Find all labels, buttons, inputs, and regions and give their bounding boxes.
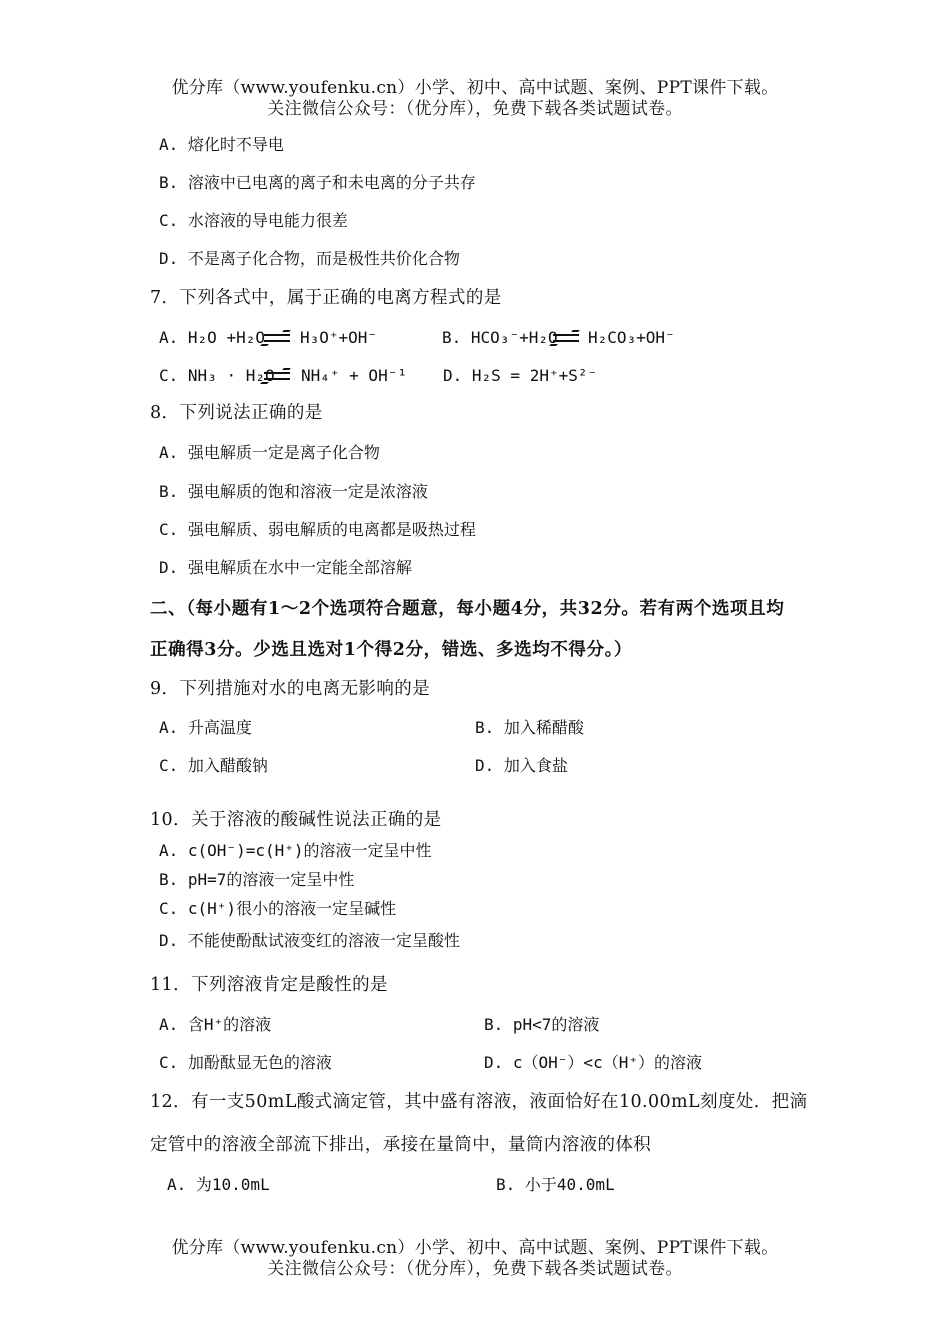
q9-option-b: B. 加入稀醋酸	[475, 718, 584, 737]
q7-option-d: D. H₂S = 2H⁺+S²⁻	[443, 366, 598, 385]
q7-stem: 7．下列各式中，属于正确的电离方程式的是	[150, 288, 502, 308]
q6-option-b: B. 溶液中已电离的离子和未电离的分子共存	[159, 173, 476, 192]
q8-option-c: C. 强电解质、弱电解质的电离都是吸热过程	[159, 520, 476, 539]
q11-stem: 11．下列溶液肯定是酸性的是	[150, 975, 388, 995]
q7-c-products: NH₄⁺ + OH⁻¹	[301, 366, 407, 385]
q6-option-c: C. 水溶液的导电能力很差	[159, 211, 348, 230]
q7-a-reactants: H₂O +H₂O	[187, 328, 265, 347]
q7-a-products: H₃O⁺+OH⁻	[300, 328, 378, 347]
q7-option-c-label: C.	[159, 366, 188, 385]
section-2-instructions: 正确得3分。少选且选对1个得2分，错选、多选均不得分。）	[150, 640, 633, 660]
q10-option-c: C. c(H⁺)很小的溶液一定呈碱性	[159, 899, 397, 918]
q7-c-reactants: NH₃ · H₂O	[187, 366, 275, 385]
q10-option-b: B. pH=7的溶液一定呈中性	[159, 870, 355, 889]
q8-option-d: D. 强电解质在水中一定能全部溶解	[159, 558, 412, 577]
q8-stem: 8．下列说法正确的是	[150, 403, 323, 423]
q7-option-a-label: A.	[159, 328, 188, 347]
header-line-2: 关注微信公众号：（优分库），免费下载各类试题试卷。	[267, 99, 683, 119]
equilibrium-arrow-icon	[262, 368, 292, 384]
q11-option-a: A. 含H⁺的溶液	[159, 1015, 272, 1034]
q10-stem: 10．关于溶液的酸碱性说法正确的是	[150, 810, 442, 830]
q9-option-d: D. 加入食盐	[475, 756, 568, 775]
q11-option-d: D. c（OH⁻）<c（H⁺）的溶液	[484, 1053, 702, 1072]
q7-b-reactants: HCO₃⁻+H₂O	[470, 328, 558, 347]
footer-line-2: 关注微信公众号：（优分库），免费下载各类试题试卷。	[267, 1259, 683, 1279]
q10-option-a: A. c(OH⁻)=c(H⁺)的溶液一定呈中性	[159, 841, 432, 860]
q6-option-d: D. 不是离子化合物，而是极性共价化合物	[159, 249, 460, 268]
q7-option-b-label: B.	[442, 328, 471, 347]
q8-option-a: A. 强电解质一定是离子化合物	[159, 443, 380, 462]
q7-option-c	[159, 365, 275, 387]
q12-option-b: B. 小于40.0mL	[496, 1175, 615, 1194]
q9-option-a: A. 升高温度	[159, 718, 252, 737]
q11-option-b: B. pH<7的溶液	[484, 1015, 600, 1034]
q8-option-b: B. 强电解质的饱和溶液一定是浓溶液	[159, 482, 428, 501]
q11-option-c: C. 加酚酞显无色的溶液	[159, 1053, 332, 1072]
header-line-1: 优分库（www.youfenku.cn）小学、初中、高中试题、案例、PPT课件下载。	[171, 78, 779, 98]
q7-option-a	[159, 327, 265, 349]
q6-option-a: A. 熔化时不导电	[159, 135, 284, 154]
equilibrium-arrow-icon	[551, 330, 581, 346]
q12-option-a: A. 为10.0mL	[167, 1175, 270, 1194]
equilibrium-arrow-icon	[262, 330, 292, 346]
section-2-heading: 二、（每小题有1～2个选项符合题意，每小题4分，共32分。若有两个选项且均	[150, 599, 785, 619]
q7-b-products: H₂CO₃+OH⁻	[588, 328, 675, 347]
q9-option-c: C. 加入醋酸钠	[159, 756, 268, 775]
q7-option-b	[442, 327, 558, 349]
footer-line-1: 优分库（www.youfenku.cn）小学、初中、高中试题、案例、PPT课件下载。	[171, 1238, 779, 1258]
q9-stem: 9．下列措施对水的电离无影响的是	[150, 679, 431, 699]
q10-option-d: D. 不能使酚酞试液变红的溶液一定呈酸性	[159, 931, 460, 950]
q12-stem-line-2: 定管中的溶液全部流下排出，承接在量筒中，量筒内溶液的体积	[150, 1135, 652, 1155]
q12-stem-line-1: 12．有一支50mL酸式滴定管，其中盛有溶液，液面恰好在10.00mL刻度处．把滴	[150, 1092, 808, 1112]
